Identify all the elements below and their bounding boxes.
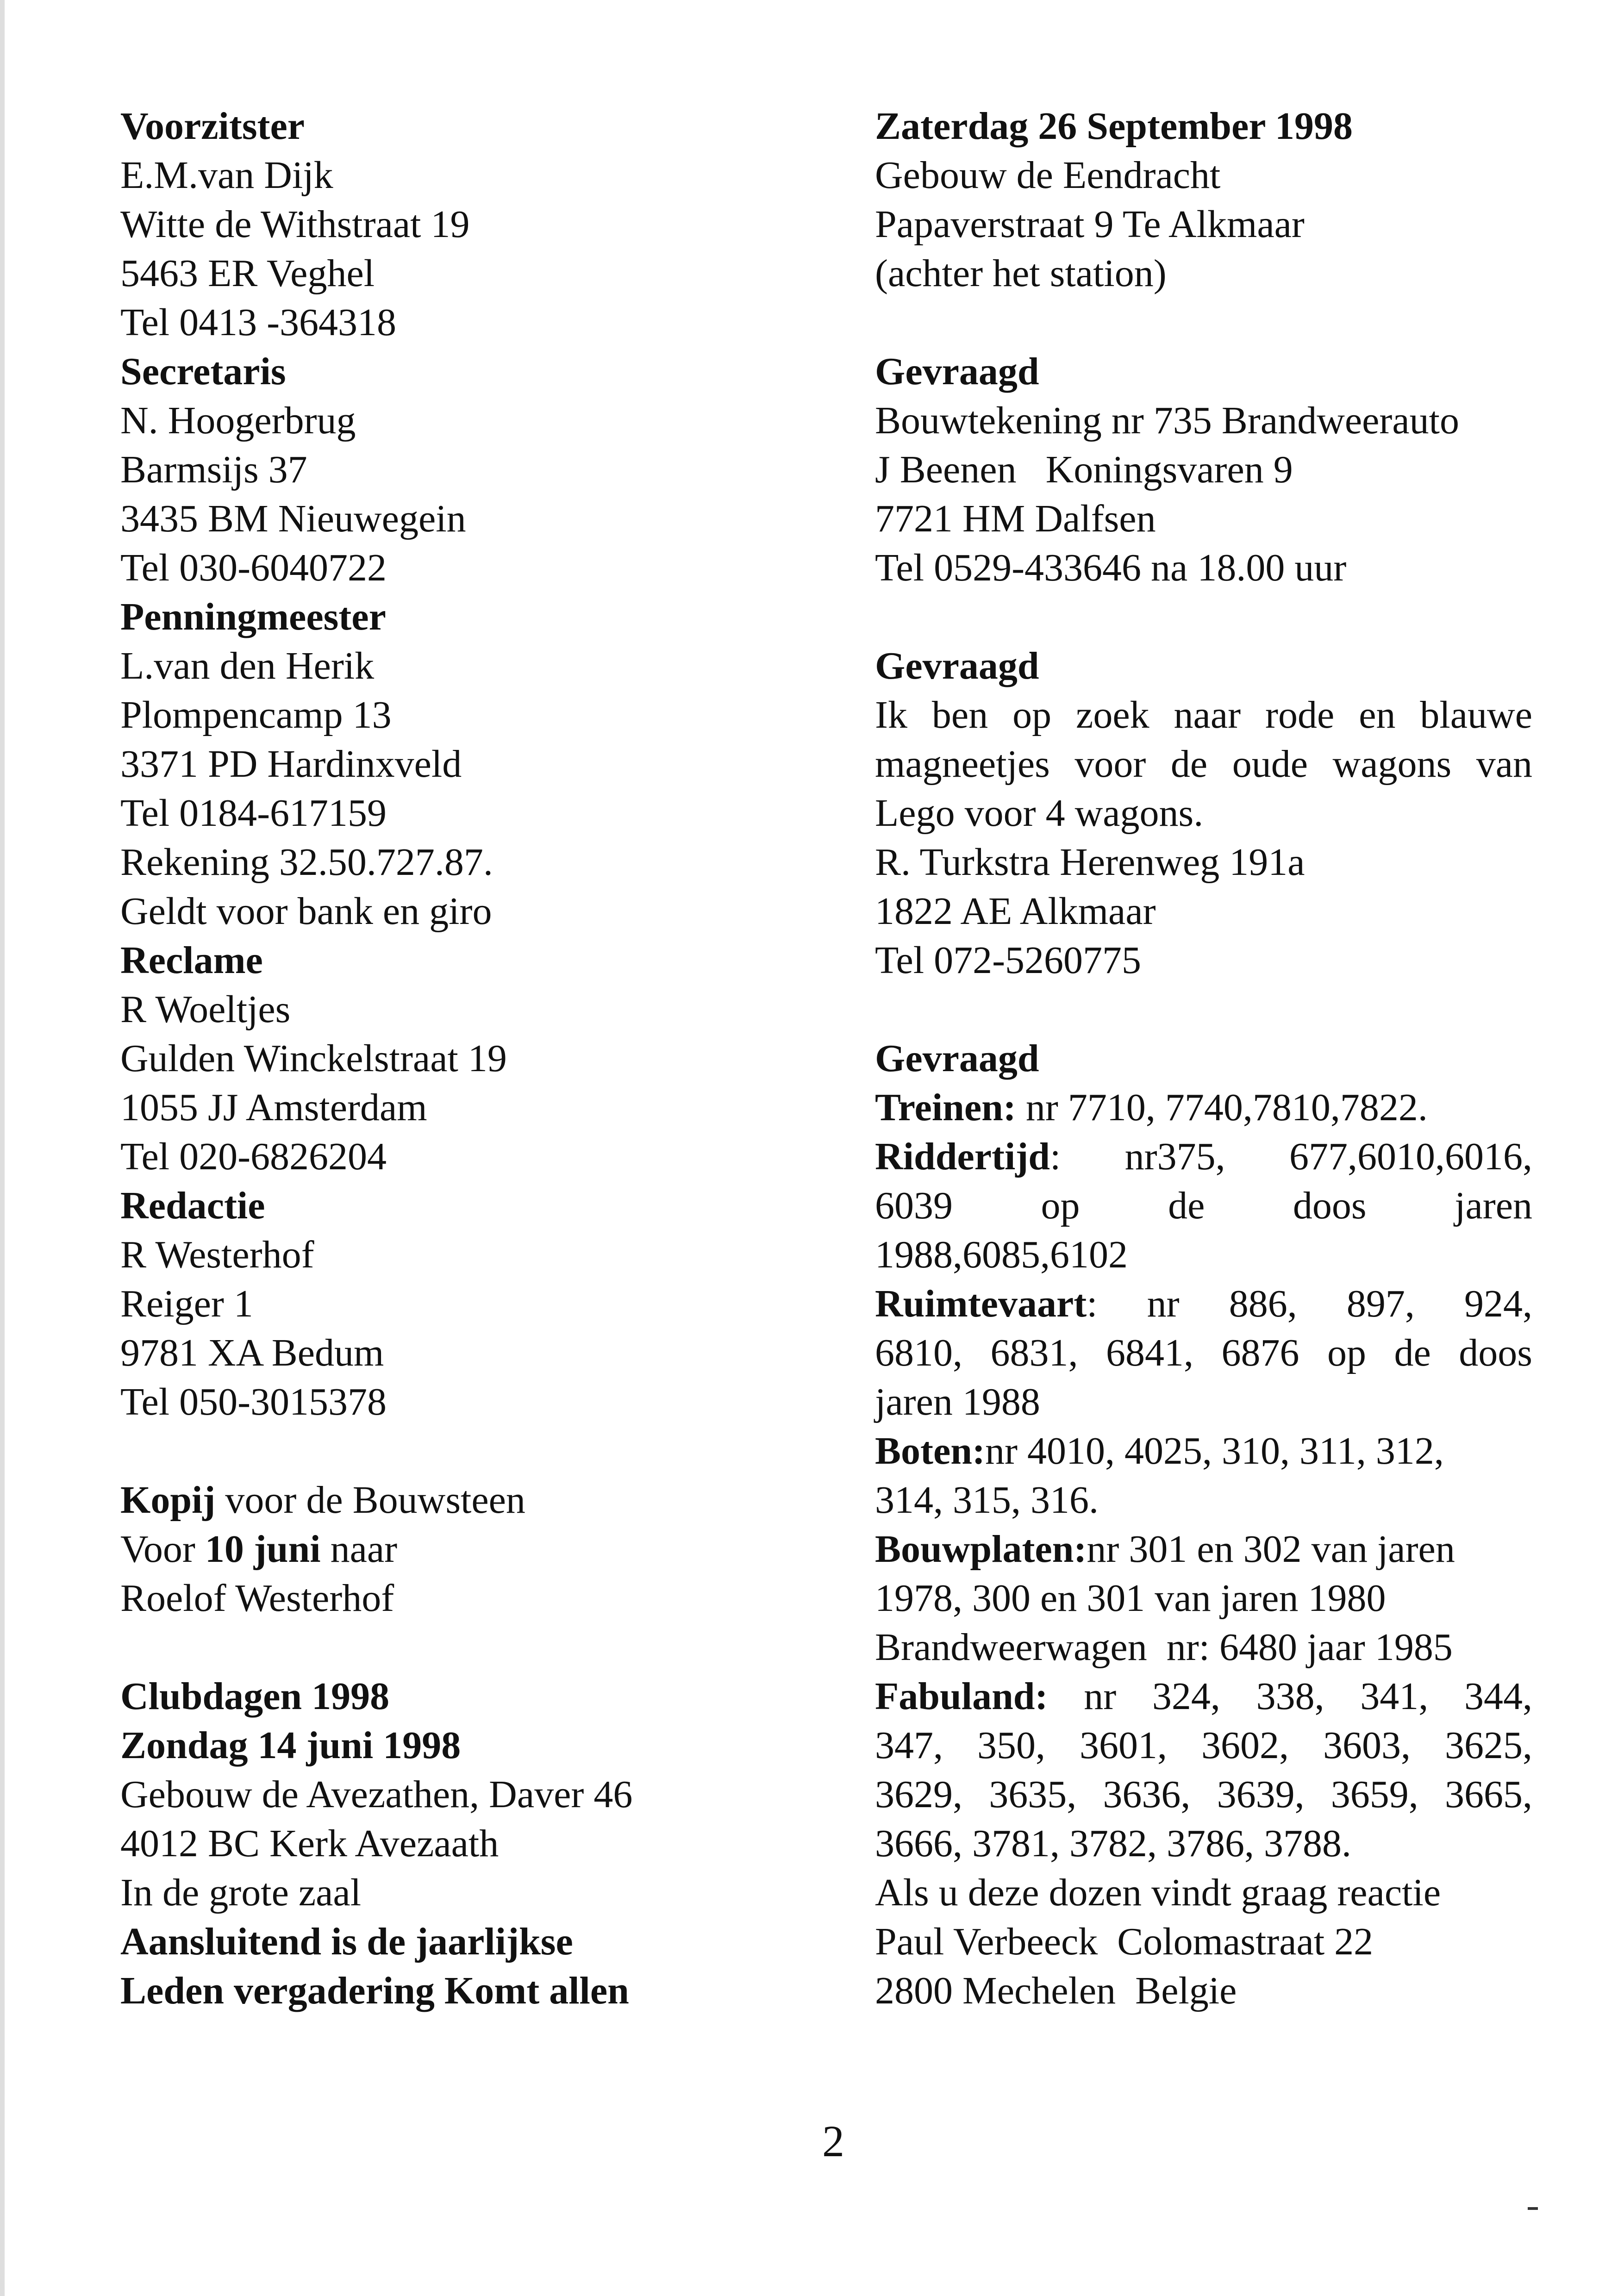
request-line: Lego voor 4 wagons. (875, 792, 1204, 835)
category-line: Brandweerwagen nr: 6480 jaar 1985 (875, 1626, 1453, 1669)
deadline-suffix: naar (320, 1528, 398, 1571)
role-heading: Reclame (120, 939, 263, 982)
contact-line: N. Hoogerbrug (120, 399, 356, 442)
request-line: Tel 072-5260775 (875, 939, 1142, 982)
request-line: R. Turkstra Herenweg 191a (875, 841, 1305, 884)
category-text: : nr375, 677,6010,6016, (1050, 1135, 1532, 1178)
category-line: 6039 op de doos jaren (875, 1184, 1532, 1227)
deadline-line (120, 1525, 778, 1574)
club-notice: Leden vergadering Komt allen (120, 1969, 629, 2012)
category-text: nr 301 en 302 van jaren (1087, 1528, 1455, 1571)
spacer (875, 298, 1532, 347)
spacer (120, 1427, 778, 1476)
category-line (875, 1132, 1532, 1181)
page-number: 2 (822, 2116, 844, 2166)
club-heading: Clubdagen 1998 (120, 1675, 390, 1718)
category-label: Riddertijd (875, 1135, 1050, 1178)
contact-line: E.M.van Dijk (120, 154, 333, 197)
category-text: nr 324, 338, 341, 344, (1048, 1675, 1532, 1718)
request-line: 7721 HM Dalfsen (875, 497, 1156, 540)
closing-line: Als u deze dozen vindt graag reactie (875, 1871, 1441, 1914)
club-line: Gebouw de Avezathen, Daver 46 (120, 1773, 633, 1816)
category-text: : nr 886, 897, 924, (1087, 1282, 1532, 1325)
request-heading: Gevraagd (875, 644, 1039, 687)
contact-line: L.van den Herik (120, 644, 375, 687)
event-date: Zaterdag 26 September 1998 (875, 105, 1353, 148)
category-label: Bouwplaten: (875, 1528, 1087, 1571)
category-line (875, 1525, 1532, 1574)
category-line: 3666, 3781, 3782, 3786, 3788. (875, 1822, 1351, 1865)
role-heading: Voorzitster (120, 105, 305, 148)
category-text: nr 4010, 4025, 310, 311, 312, (985, 1429, 1444, 1472)
category-line: 1978, 300 en 301 van jaren 1980 (875, 1577, 1386, 1620)
copy-bold: Kopij (120, 1479, 216, 1522)
contact-line: Plompencamp 13 (120, 693, 392, 736)
role-heading: Penningmeester (120, 595, 386, 638)
category-line: 314, 315, 316. (875, 1479, 1099, 1522)
spacer (875, 593, 1532, 642)
contact-line: R Westerhof (120, 1233, 314, 1276)
contact-line: Geldt voor bank en giro (120, 890, 492, 933)
contact-line: 1055 JJ Amsterdam (120, 1086, 427, 1129)
contact-line: 3371 PD Hardinxveld (120, 742, 462, 786)
contact-line: Gulden Winckelstraat 19 (120, 1037, 507, 1080)
contact-line: Rekening 32.50.727.87. (120, 841, 493, 884)
category-line: jaren 1988 (875, 1380, 1040, 1423)
request-line: 1822 AE Alkmaar (875, 890, 1156, 933)
event-line: Gebouw de Eendracht (875, 154, 1221, 197)
request-heading: Gevraagd (875, 350, 1039, 393)
category-line (875, 1083, 1532, 1132)
contact-line: R Woeltjes (120, 988, 291, 1031)
left-column (120, 102, 778, 2015)
contact-line: Witte de Withstraat 19 (120, 203, 470, 246)
right-column (875, 102, 1532, 2015)
category-label: Boten: (875, 1429, 985, 1472)
request-line: J Beenen Koningsvaren 9 (875, 448, 1293, 491)
category-label: Ruimtevaart (875, 1282, 1087, 1325)
category-line (875, 1427, 1532, 1476)
spacer (120, 1623, 778, 1672)
deadline-date: 10 juni (205, 1528, 321, 1571)
copy-line (120, 1476, 778, 1525)
deadline-prefix: Voor (120, 1528, 205, 1571)
scan-mark (1528, 2207, 1538, 2210)
request-line: Tel 0529-433646 na 18.00 uur (875, 546, 1347, 589)
category-line: 3629, 3635, 3636, 3639, 3659, 3665, (875, 1773, 1532, 1816)
event-line: (achter het station) (875, 252, 1167, 295)
request-line: Bouwtekening nr 735 Brandweerauto (875, 399, 1460, 442)
role-heading: Redactie (120, 1184, 265, 1227)
club-notice: Aansluitend is de jaarlijkse (120, 1920, 573, 1963)
contact-line: 9781 XA Bedum (120, 1331, 384, 1374)
contact-line: Tel 0413 -364318 (120, 301, 397, 344)
category-label: Fabuland: (875, 1675, 1048, 1718)
contact-line: Tel 050-3015378 (120, 1380, 387, 1423)
copy-text: voor de Bouwsteen (215, 1479, 525, 1522)
scan-edge (0, 0, 5, 2296)
request-heading: Gevraagd (875, 1037, 1039, 1080)
category-line: 1988,6085,6102 (875, 1233, 1128, 1276)
category-line: 6810, 6831, 6841, 6876 op de doos (875, 1331, 1532, 1374)
contact-line: Tel 020-6826204 (120, 1135, 387, 1178)
request-line: magneetjes voor de oude wagons van (875, 742, 1532, 786)
contact-line: Reiger 1 (120, 1282, 253, 1325)
request-line: Ik ben op zoek naar rode en blauwe (875, 693, 1532, 736)
closing-line: 2800 Mechelen Belgie (875, 1969, 1237, 2012)
spacer (875, 985, 1532, 1034)
club-line: In de grote zaal (120, 1871, 362, 1914)
contact-line: 3435 BM Nieuwegein (120, 497, 466, 540)
category-line: 347, 350, 3601, 3602, 3603, 3625, (875, 1724, 1532, 1767)
contact-line: Barmsijs 37 (120, 448, 307, 491)
category-line (875, 1672, 1532, 1721)
contact-line: 5463 ER Veghel (120, 252, 375, 295)
club-line: 4012 BC Kerk Avezaath (120, 1822, 499, 1865)
event-line: Papaverstraat 9 Te Alkmaar (875, 203, 1305, 246)
category-text: nr 7710, 7740,7810,7822. (1016, 1086, 1428, 1129)
role-heading: Secretaris (120, 350, 286, 393)
closing-line: Paul Verbeeck Colomastraat 22 (875, 1920, 1374, 1963)
contact-line: Tel 0184-617159 (120, 792, 387, 835)
category-label: Treinen: (875, 1086, 1016, 1129)
contact-line: Tel 030-6040722 (120, 546, 387, 589)
club-date: Zondag 14 juni 1998 (120, 1724, 461, 1767)
category-line (875, 1279, 1532, 1329)
editor-name: Roelof Westerhof (120, 1577, 394, 1620)
